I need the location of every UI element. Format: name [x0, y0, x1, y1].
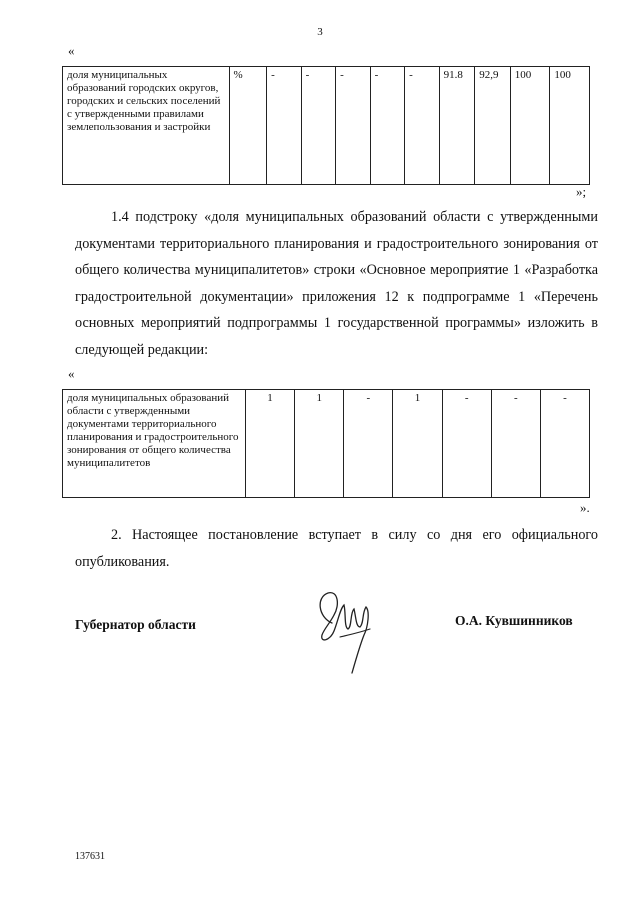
table-cell: -: [267, 67, 302, 185]
table-row: [63, 67, 590, 185]
indicator-label: доля муниципальных образований городских округов, городских и сельских поселений с утвержденными правилами землепользования и застройки: [63, 67, 230, 185]
page-number: 3: [317, 26, 323, 38]
table-cell: 1: [245, 390, 294, 498]
table-row: [63, 390, 590, 498]
paragraph-1-4: 1.4 подстроку «доля муниципальных образований области с утвержденными документами территориального планирования и градостроительного зонирования от общего количества муниципалитетов» строки «Основное мероприятие 1 «Разработка градостроительной документации» приложения 12 к подпрограмме 1 «Перечень основных мероприятий подпрограммы 1 государственной программы» изложить в следующей редакции:: [75, 209, 598, 358]
quote-close-2: ».: [580, 500, 590, 515]
quote-open-1: «: [68, 43, 75, 58]
table-cell: 1: [393, 390, 442, 498]
table-cell: 100: [550, 67, 590, 185]
signatory-title: Губернатор области: [75, 617, 196, 632]
table-cell: -: [370, 67, 405, 185]
table-cell: -: [344, 390, 393, 498]
table-cell: 1: [295, 390, 344, 498]
indicator-table-2: [62, 389, 590, 498]
indicator-label: доля муниципальных образований области с утвержденными документами территориального планирования и градостроительного зонирования от общего количества муниципалитетов: [63, 390, 246, 498]
table-cell: -: [491, 390, 540, 498]
indicator-table-1: [62, 66, 590, 185]
document-number: 137631: [75, 851, 105, 862]
table-cell: 91.8: [439, 67, 475, 185]
table-cell: 92,9: [475, 67, 511, 185]
table-cell: -: [442, 390, 491, 498]
handwritten-signature: [310, 583, 380, 675]
table-cell: -: [301, 67, 336, 185]
quote-open-2: «: [68, 366, 75, 381]
quote-close-1: »;: [576, 184, 587, 199]
table-cell: -: [336, 67, 371, 185]
table-cell: -: [405, 67, 440, 185]
table-cell: -: [540, 390, 589, 498]
table-cell: %: [229, 67, 267, 185]
paragraph-2: 2. Настоящее постановление вступает в силу со дня его официального опубликования.: [75, 527, 598, 570]
signatory-name: О.А. Кувшинников: [455, 613, 573, 628]
table-cell: 100: [510, 67, 550, 185]
